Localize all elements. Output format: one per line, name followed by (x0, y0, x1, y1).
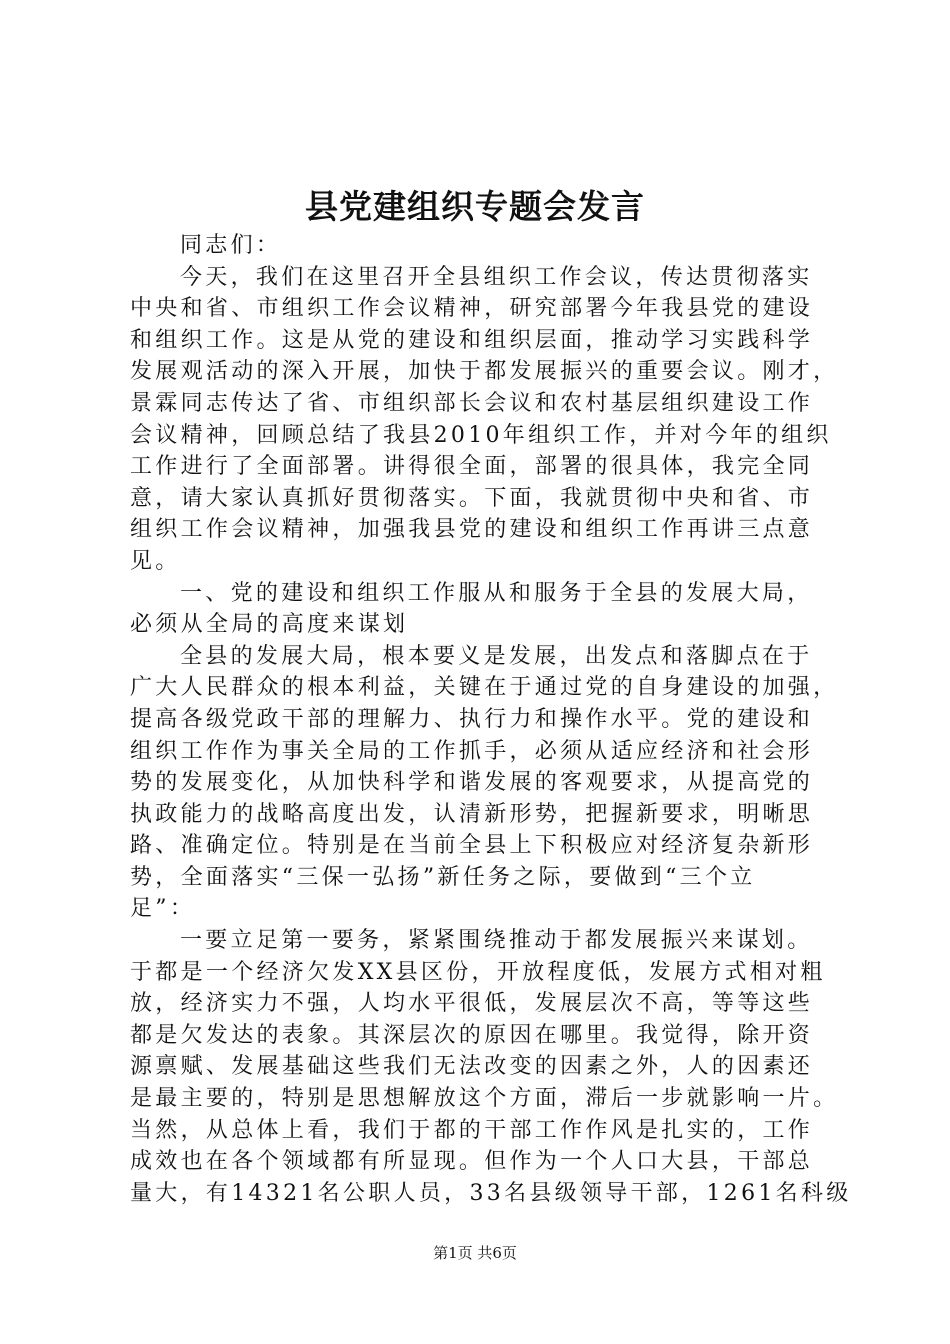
text-line: 源禀赋、发展基础这些我们无法改变的因素之外，人的因素还 (130, 1054, 814, 1080)
text-line: 全县的发展大局，根本要义是发展，出发点和落脚点在于 (180, 643, 813, 669)
document-body (130, 230, 850, 1209)
text-line: 发展观活动的深入开展，加快于都发展振兴的重要会议。刚才， (130, 359, 839, 385)
text-line: 都是欠发达的表象。其深层次的原因在哪里。我觉得，除开资 (130, 1022, 814, 1048)
text-line: 会议精神，回顾总结了我县2010年组织工作，并对今年的组织 (130, 422, 832, 448)
text-line: 当然，从总体上看，我们于都的干部工作作风是扎实的，工作 (130, 1117, 814, 1143)
text-line: 必须从全局的高度来谋划 (130, 612, 409, 638)
text-line: 足”： (130, 896, 196, 922)
text-line: 量大，有14321名公职人员，33名县级领导干部，1261名科级 (130, 1180, 852, 1206)
text-line: 组织工作作为事关全局的工作抓手，必须从适应经济和社会形 (130, 738, 814, 764)
document-title: 县党建组织专题会发言 (305, 187, 645, 226)
text-line: 路、准确定位。特别是在当前全县上下积极应对经济复杂新形 (130, 833, 814, 859)
text-line: 见。 (130, 548, 181, 574)
text-line: 景霖同志传达了省、市组织部长会议和农村基层组织建设工作 (130, 390, 814, 416)
text-line: 中央和省、市组织工作会议精神，研究部署今年我县党的建设 (130, 296, 814, 322)
text-line: 意，请大家认真抓好贯彻落实。下面，我就贯彻中央和省、市 (130, 485, 814, 511)
text-line: 同志们： (180, 233, 282, 258)
text-line: 于都是一个经济欠发XX县区份，开放程度低，发展方式相对粗 (130, 959, 826, 985)
text-line: 放，经济实力不强，人均水平很低，发展层次不高，等等这些 (130, 991, 814, 1017)
page-footer: 第1页 共6页 (433, 1244, 517, 1262)
text-line: 执政能力的战略高度出发，认清新形势，把握新要求，明晰思 (130, 801, 814, 827)
text-line: 组织工作会议精神，加强我县党的建设和组织工作再讲三点意 (130, 517, 814, 543)
text-line: 是最主要的，特别是思想解放这个方面，滞后一步就影响一片。 (130, 1086, 839, 1112)
text-line: 成效也在各个领域都有所显现。但作为一个人口大县，干部总 (130, 1149, 814, 1175)
text-line: 提高各级党政干部的理解力、执行力和操作水平。党的建设和 (130, 706, 814, 732)
text-line: 势，全面落实“三保一弘扬”新任务之际，要做到“三个立 (130, 864, 756, 890)
text-line: 今天，我们在这里召开全县组织工作会议，传达贯彻落实 (180, 264, 813, 290)
text-line: 势的发展变化，从加快科学和谐发展的客观要求，从提高党的 (130, 770, 814, 796)
text-line: 一、党的建设和组织工作服从和服务于全县的发展大局， (180, 580, 813, 606)
text-line: 广大人民群众的根本利益，关键在于通过党的自身建设的加强， (130, 675, 839, 701)
text-line: 一要立足第一要务，紧紧围绕推动于都发展振兴来谋划。 (180, 928, 813, 954)
text-line: 和组织工作。这是从党的建设和组织层面，推动学习实践科学 (130, 327, 814, 353)
text-line: 工作进行了全面部署。讲得很全面，部署的很具体，我完全同 (130, 454, 814, 480)
